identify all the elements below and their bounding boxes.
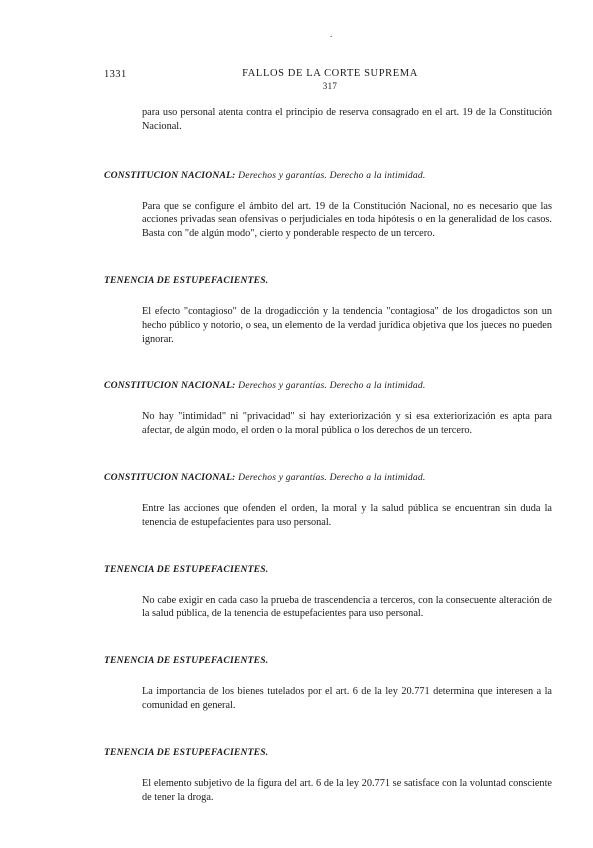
heading-main: CONSTITUCION NACIONAL:	[104, 471, 236, 483]
heading-main: TENENCIA DE ESTUPEFACIENTES.	[104, 746, 269, 758]
heading-main: CONSTITUCION NACIONAL:	[104, 380, 236, 392]
entry-paragraph: El elemento subjetivo de la figura del art. 6 de la ley 20.771 se satisface con la voluntad consciente de tener la droga.	[142, 777, 552, 803]
summary-entry	[104, 747, 552, 805]
top-mark: .	[330, 29, 333, 39]
summary-entry	[104, 655, 552, 713]
summary-entry	[104, 472, 552, 530]
entry-paragraph: No cabe exigir en cada caso la prueba de trascendencia a terceros, con la consecuente alteración de la salud pública, de la tenencia de estupefacientes para uso personal.	[142, 594, 552, 620]
document-body	[104, 106, 552, 804]
summary-entry	[104, 564, 552, 622]
summary-entry	[104, 380, 552, 438]
heading-rest: Derechos y garantías. Derecho a la intimidad.	[235, 471, 426, 483]
heading-main: TENENCIA DE ESTUPEFACIENTES.	[104, 563, 269, 575]
entry-heading	[104, 380, 552, 392]
heading-main: CONSTITUCION NACIONAL:	[104, 169, 236, 181]
heading-rest: Derechos y garantías. Derecho a la intimidad.	[235, 380, 426, 392]
continuation-paragraph: para uso personal atenta contra el principio de reserva consagrado en el art. 19 de la Constitución Nacional.	[142, 107, 552, 132]
entry-heading	[104, 170, 552, 182]
running-title: FALLOS DE LA CORTE SUPREMA	[242, 68, 418, 79]
entry-paragraph: Para que se configure el ámbito del art. 19 de la Constitución Nacional, no es necesario que las acciones privadas sean ofensivas o perjudiciales en toda hipótesis o en la generalidad de los casos. Basta con "de algún modo", cierto y ponderable respecto de un tercero.	[142, 200, 552, 240]
entry-heading	[104, 655, 552, 667]
entry-heading	[104, 564, 552, 576]
running-header	[200, 68, 460, 92]
heading-main: TENENCIA DE ESTUPEFACIENTES.	[104, 274, 269, 286]
entry-paragraph: Entre las acciones que ofenden el orden, la moral y la salud pública se encuentran sin duda la tenencia de estupefacientes para uso personal.	[142, 502, 552, 528]
entry-paragraph: No hay "intimidad" ni "privacidad" si hay exteriorización y si esa exteriorización es apta para afectar, de algún modo, el orden o la moral pública o los derechos de un tercero.	[142, 411, 552, 437]
entry-heading	[104, 747, 552, 759]
entry-heading	[104, 472, 552, 484]
summary-entry	[104, 275, 552, 346]
entry-paragraph: El efecto "contagioso" de la drogadicción y la tendencia "contagiosa" de los drogadictos son un hecho público y notorio, o sea, un elemento de la verdad jurídica objetiva que los jueces no pueden ignorar.	[142, 305, 552, 345]
running-subtitle: 317	[322, 81, 338, 91]
entry-heading	[104, 275, 552, 287]
page-folio: 1331	[104, 69, 127, 80]
heading-main: TENENCIA DE ESTUPEFACIENTES.	[104, 655, 269, 667]
entry-paragraph: La importancia de los bienes tutelados por el art. 6 de la ley 20.771 determina que interesen a la comunidad en general.	[142, 686, 552, 711]
heading-rest: Derechos y garantías. Derecho a la intimidad.	[235, 169, 426, 181]
summary-entry	[104, 170, 552, 241]
